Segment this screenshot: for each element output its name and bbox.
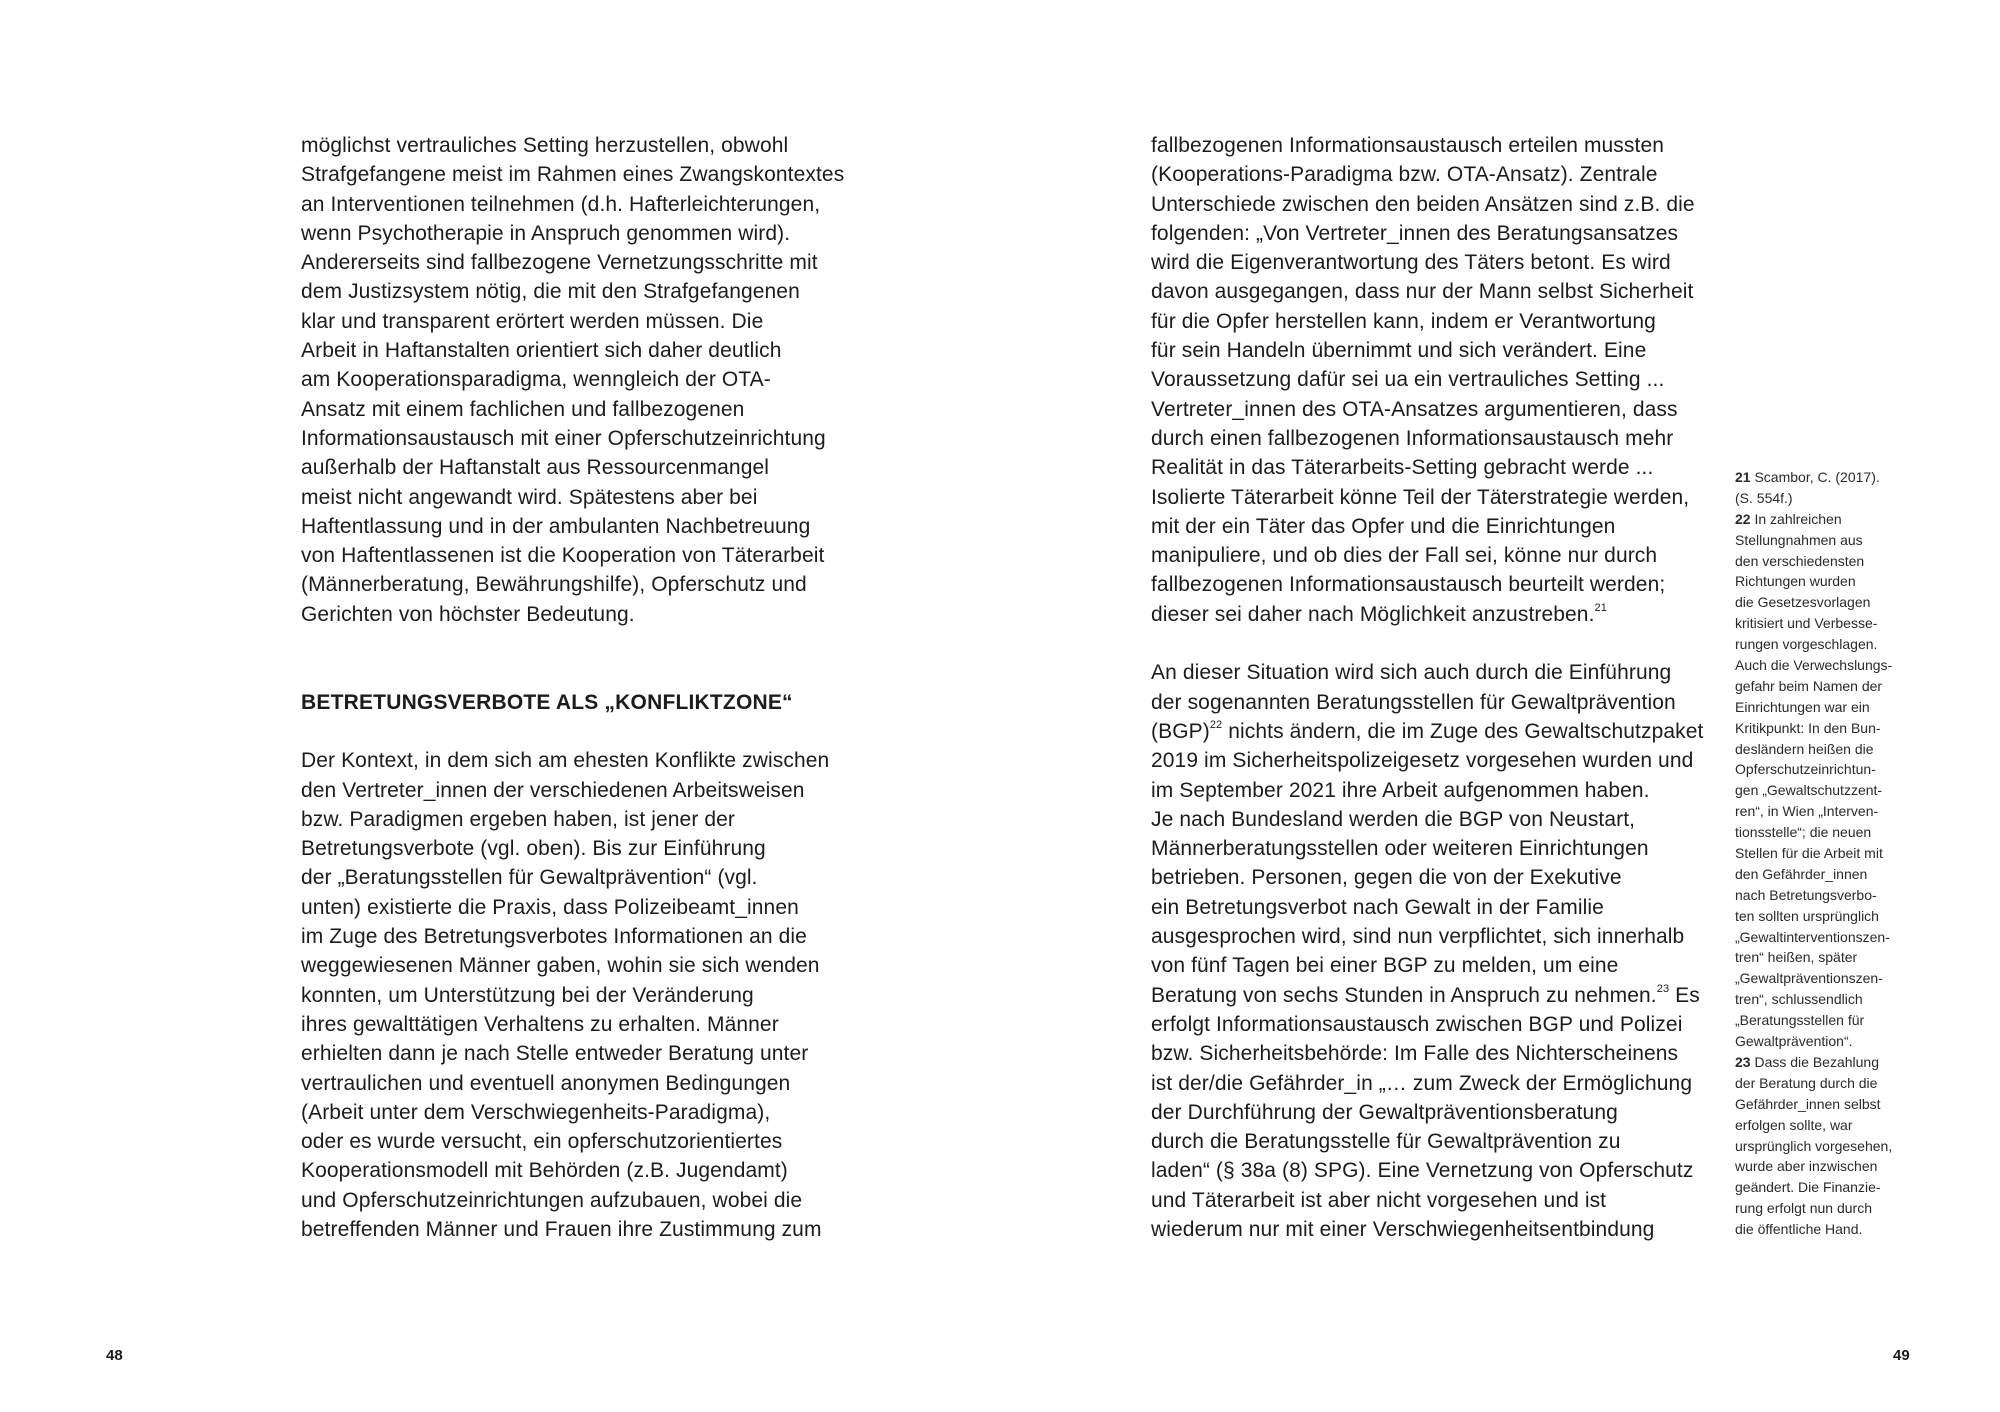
text-line: oder es wurde versucht, ein opferschutzorientiertes	[301, 1130, 783, 1154]
footnote-line: tionsstelle“; die neuen	[1735, 824, 1872, 841]
footnote-line: „Gewaltpräventionszen-	[1735, 970, 1883, 987]
text-line: Ansatz mit einem fachlichen und fallbezogenen	[301, 397, 745, 421]
text-line: erfolgt Informationsaustausch zwischen BGP und Polizei	[1151, 1012, 1683, 1036]
footnote-line: die Gesetzesvorlagen	[1735, 594, 1871, 611]
text-line: An dieser Situation wird sich auch durch die Einführung	[1151, 661, 1672, 685]
footnote-line: ren“, in Wien „Interven-	[1735, 803, 1879, 820]
text-line: erhielten dann je nach Stelle entweder Beratung unter	[301, 1042, 809, 1066]
text-line: konnten, um Unterstützung bei der Veränderung	[301, 983, 754, 1007]
text-segment: Scambor, C. (2017).	[1750, 469, 1880, 485]
text-line: betreffenden Männer und Frauen ihre Zustimmung zum	[301, 1217, 822, 1241]
text-line: 2019 im Sicherheitspolizeigesetz vorgesehen wurden und	[1151, 749, 1694, 773]
text-line: den Vertreter_innen der verschiedenen Arbeitsweisen	[301, 778, 805, 802]
text-line: (Männerberatung, Bewährungshilfe), Opferschutz und	[301, 573, 807, 597]
footnote-line: „Beratungsstellen für	[1735, 1012, 1865, 1029]
text-line: wenn Psychotherapie in Anspruch genommen wird).	[301, 221, 791, 245]
footnote-line: rung erfolgt nun durch	[1735, 1200, 1872, 1217]
bgp-label: (BGP)	[1151, 719, 1210, 743]
text-line: von fünf Tagen bei einer BGP zu melden, um eine	[1151, 954, 1619, 978]
text-line: Voraussetzung dafür sei ua ein vertrauliches Setting ...	[1151, 368, 1665, 392]
footnote-ref-23[interactable]: 23	[1656, 982, 1670, 995]
footnote-line: ten sollten ursprünglich	[1735, 907, 1879, 924]
text-line: dem Justizsystem nötig, die mit den Strafgefangenen	[301, 280, 800, 304]
left-paragraph-2	[301, 746, 861, 1244]
text-line: (Arbeit unter dem Verschwiegenheits-Paradigma),	[301, 1100, 771, 1124]
footnote-line: wurde aber inzwischen	[1735, 1158, 1878, 1175]
text-line: Isolierte Täterarbeit könne Teil der Täterstrategie werden,	[1151, 485, 1690, 509]
text-line: für sein Handeln übernimmt und sich verändert. Eine	[1151, 339, 1647, 363]
section-heading: BETRETUNGSVERBOTE ALS „KONFLIKTZONE“	[301, 690, 793, 714]
text-line: Realität in das Täterarbeits-Setting gebracht werde ...	[1151, 456, 1654, 480]
text-line: laden“ (§ 38a (8) SPG). Eine Vernetzung von Opferschutz	[1151, 1159, 1694, 1183]
text-line: (Kooperations-Paradigma bzw. OTA-Ansatz). Zentrale	[1151, 163, 1658, 187]
footnote-line: geändert. Die Finanzie-	[1735, 1179, 1881, 1196]
text-line: betrieben. Personen, gegen die von der Exekutive	[1151, 866, 1622, 890]
text-line: Informationsaustausch mit einer Opferschutzeinrichtung	[301, 426, 826, 450]
footnote-line: tren“, schlussendlich	[1735, 991, 1863, 1008]
text-line: davon ausgegangen, dass nur der Mann selbst Sicherheit	[1151, 280, 1694, 304]
footnote-line: Gewaltprävention“.	[1735, 1033, 1853, 1050]
footnote-line: ursprünglich vorgesehen,	[1735, 1137, 1893, 1154]
text-line: Der Kontext, in dem sich am ehesten Konflikte zwischen	[301, 749, 830, 773]
footnote-line: erfolgen sollte, war	[1735, 1116, 1853, 1133]
text-segment: nichts ändern, die im Zuge des Gewaltschutzpaket	[1228, 719, 1704, 743]
text-line: meist nicht angewandt wird. Spätestens aber bei	[301, 485, 758, 509]
text-line: am Kooperationsparadigma, wenngleich der OTA-	[301, 368, 771, 392]
footnote-line	[1735, 467, 1925, 488]
left-paragraph-1	[301, 131, 861, 629]
text-line: ausgesprochen wird, sind nun verpflichtet, sich innerhalb	[1151, 925, 1685, 949]
footnote-line: Richtungen wurden	[1735, 573, 1856, 590]
text-line: Vertreter_innen des OTA-Ansatzes argumentieren, dass	[1151, 397, 1678, 421]
footnote-line: Opferschutzeinrichtun-	[1735, 761, 1876, 778]
text-line: klar und transparent erörtert werden müssen. Die	[301, 309, 764, 333]
footnote-line: rungen vorgeschlagen.	[1735, 636, 1878, 653]
text-line: im September 2021 ihre Arbeit aufgenommen haben.	[1151, 778, 1650, 802]
footnote-number: 22	[1735, 510, 1751, 527]
text-line	[1151, 981, 1711, 1010]
footnote-line: desländern heißen die	[1735, 740, 1874, 757]
footnote-line: die öffentliche Hand.	[1735, 1221, 1863, 1238]
footnote-ref-21[interactable]: 21	[1594, 601, 1607, 614]
right-page-body	[1151, 131, 1711, 1244]
text-line: Betretungsverbote (vgl. oben). Bis zur Einführung	[301, 837, 766, 861]
text-line: Je nach Bundesland werden die BGP von Neustart,	[1151, 807, 1636, 831]
text-line: durch einen fallbezogenen Informationsaustausch mehr	[1151, 426, 1674, 450]
text-line: ihres gewalttätigen Verhaltens zu erhalten. Männer	[301, 1012, 779, 1036]
footnote-23	[1735, 1052, 1925, 1240]
text-segment: Dass die Bezahlung	[1750, 1053, 1879, 1070]
text-line: manipuliere, und ob dies der Fall sei, könne nur durch	[1151, 544, 1658, 568]
footnote-line: (S. 554f.)	[1735, 489, 1793, 506]
text-line: bzw. Sicherheitsbehörde: Im Falle des Nichterscheinens	[1151, 1042, 1679, 1066]
footnote-line: „Gewaltinterventionszen-	[1735, 928, 1890, 945]
text-line: Haftentlassung und in der ambulanten Nachbetreuung	[301, 514, 811, 538]
text-line: Arbeit in Haftanstalten orientiert sich daher deutlich	[301, 339, 782, 363]
text-line	[1151, 600, 1711, 629]
text-line: der sogenannten Beratungsstellen für Gewaltprävention	[1151, 690, 1676, 714]
text-segment: Beratung von sechs Stunden in Anspruch zu nehmen.	[1151, 983, 1657, 1007]
footnote-line	[1735, 1052, 1925, 1073]
footnote-line: Kritikpunkt: In den Bun-	[1735, 719, 1881, 736]
footnote-line: Stellen für die Arbeit mit	[1735, 845, 1883, 862]
footnote-line: gefahr beim Namen der	[1735, 677, 1883, 694]
footnote-ref-22[interactable]: 22	[1209, 718, 1223, 731]
text-line: mit der ein Täter das Opfer und die Einrichtungen	[1151, 514, 1616, 538]
text-line: Kooperationsmodell mit Behörden (z.B. Jugendamt)	[301, 1159, 788, 1183]
text-line: ist der/die Gefährder_in „… zum Zweck der Ermöglichung	[1151, 1071, 1693, 1095]
page-number-left: 48	[106, 1347, 123, 1364]
text-line: Strafgefangene meist im Rahmen eines Zwangskontextes	[301, 163, 845, 187]
text-line: wird die Eigenverantwortung des Täters betont. Es wird	[1151, 251, 1671, 275]
spacer	[301, 629, 861, 658]
text-line: von Haftentlassenen ist die Kooperation von Täterarbeit	[301, 544, 825, 568]
text-line: fallbezogenen Informationsaustausch beurteilt werden;	[1151, 573, 1666, 597]
right-paragraph-1	[1151, 131, 1711, 629]
text-line: Männerberatungsstellen oder weiteren Einrichtungen	[1151, 837, 1649, 861]
right-paragraph-2	[1151, 658, 1711, 1244]
footnote-22	[1735, 509, 1925, 1052]
footnote-line: den verschiedensten	[1735, 552, 1865, 569]
spacer	[301, 717, 861, 746]
text-line: und Opferschutzeinrichtungen aufzubauen, wobei die	[301, 1188, 803, 1212]
text-line: unten) existierte die Praxis, dass Polizeibeamt_innen	[301, 895, 799, 919]
text-line: an Interventionen teilnehmen (d.h. Hafterleichterungen,	[301, 192, 821, 216]
margin-footnotes	[1735, 467, 1925, 1240]
text-line: für die Opfer herstellen kann, indem er Verantwortung	[1151, 309, 1656, 333]
footnote-line: Stellungnahmen aus	[1735, 531, 1863, 548]
text-line: Unterschiede zwischen den beiden Ansätzen sind z.B. die	[1151, 192, 1695, 216]
footnote-line: kritisiert und Verbesse-	[1735, 615, 1878, 632]
spacer	[301, 658, 861, 687]
text-line: der Durchführung der Gewaltpräventionsberatung	[1151, 1100, 1618, 1124]
text-segment: Es	[1669, 983, 1700, 1007]
text-line	[1151, 717, 1711, 746]
text-segment: In zahlreichen	[1750, 510, 1842, 527]
spacer	[1151, 629, 1711, 658]
text-line: im Zuge des Betretungsverbotes Informationen an die	[301, 925, 807, 949]
footnote-line: den Gefährder_innen	[1735, 865, 1868, 882]
footnote-line: Auch die Verwechslungs-	[1735, 657, 1893, 674]
footnote-number: 23	[1735, 1053, 1751, 1070]
text-segment: dieser sei daher nach Möglichkeit anzustreben.	[1151, 602, 1595, 626]
text-line: durch die Beratungsstelle für Gewaltprävention zu	[1151, 1130, 1621, 1154]
text-line: und Täterarbeit ist aber nicht vorgesehen und ist	[1151, 1188, 1607, 1212]
footnote-line: nach Betretungsverbo-	[1735, 886, 1877, 903]
text-line: außerhalb der Haftanstalt aus Ressourcenmangel	[301, 456, 770, 480]
text-line: fallbezogenen Informationsaustausch erteilen mussten	[1151, 134, 1665, 157]
text-line: wiederum nur mit einer Verschwiegenheitsentbindung	[1151, 1217, 1655, 1241]
text-line: Andererseits sind fallbezogene Vernetzungsschritte mit	[301, 251, 818, 275]
footnote-line: der Beratung durch die	[1735, 1074, 1878, 1091]
text-line: Gerichten von höchster Bedeutung.	[301, 602, 635, 626]
footnote-line: Einrichtungen war ein	[1735, 698, 1870, 715]
text-line: weggewiesenen Männer gaben, wohin sie sich wenden	[301, 954, 820, 978]
text-line: vertraulichen und eventuell anonymen Bedingungen	[301, 1071, 791, 1095]
text-line: ein Betretungsverbot nach Gewalt in der Familie	[1151, 895, 1604, 919]
text-line: bzw. Paradigmen ergeben haben, ist jener der	[301, 807, 736, 831]
footnote-line	[1735, 509, 1925, 530]
text-line: folgenden: „Von Vertreter_innen des Beratungsansatzes	[1151, 221, 1679, 245]
footnote-line: tren“ heißen, später	[1735, 949, 1858, 966]
footnote-line: Gefährder_innen selbst	[1735, 1095, 1881, 1112]
page-number-right: 49	[1893, 1347, 1910, 1364]
footnote-line: gen „Gewaltschutzzent-	[1735, 782, 1883, 799]
text-line: möglichst vertrauliches Setting herzustellen, obwohl	[301, 134, 789, 157]
left-page-body	[301, 131, 861, 1244]
footnote-21	[1735, 467, 1925, 509]
text-line: der „Beratungsstellen für Gewaltprävention“ (vgl.	[301, 866, 758, 890]
footnote-number: 21	[1735, 469, 1751, 485]
